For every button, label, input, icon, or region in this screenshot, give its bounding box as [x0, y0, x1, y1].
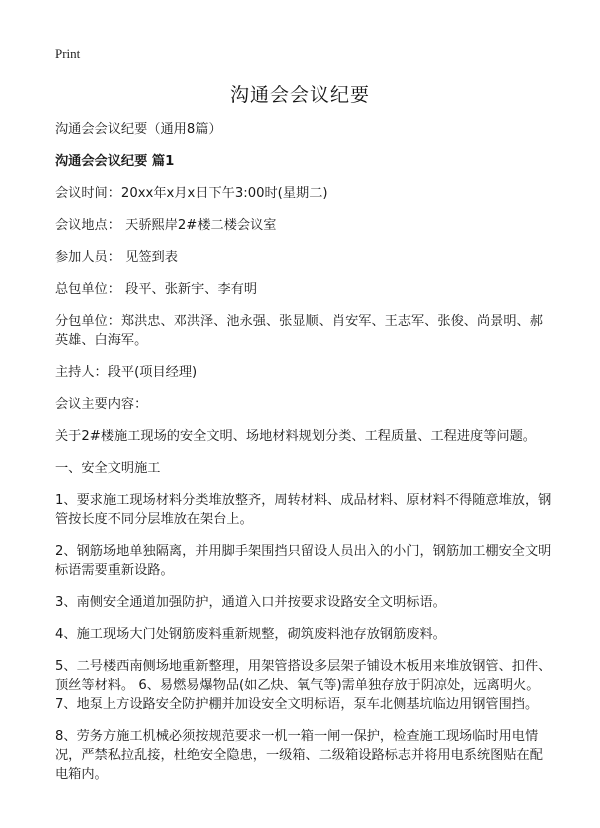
- main-content-label: 会议主要内容：: [55, 397, 148, 412]
- list-item: 3、南侧安全通道加强防护，通道入口并按要求设路安全文明标语。: [55, 595, 446, 610]
- meeting-location: 会议地点： 天骄熙岸2#楼二楼会议室: [55, 218, 277, 233]
- content-summary: 关于2#楼施工现场的安全文明、场地材料规划分类、工程质量、工程进度等问题。: [55, 429, 536, 444]
- list-item: 1、要求施工现场材料分类堆放整齐，周转材料、成品材料、原材料不得随意堆放，钢管按长度不同分层堆放在架台上。: [55, 493, 552, 527]
- section-heading: 沟通会会议纪要 篇1: [55, 154, 175, 169]
- attendees: 参加人员： 见签到表: [55, 250, 178, 265]
- print-label: Print: [55, 46, 81, 61]
- document-subtitle: 沟通会会议纪要（通用8篇）: [55, 122, 222, 137]
- general-contractor: 总包单位： 段平、张新宇、李有明: [55, 282, 258, 297]
- safety-heading: 一、安全文明施工: [55, 461, 161, 476]
- list-item: 4、施工现场大门处钢筋废料重新规整，砌筑废料池存放钢筋废料。: [55, 627, 446, 642]
- list-item: 2、钢筋场地单独隔离，并用脚手架围挡只留设人员出入的小门，钢筋加工棚安全文明标语需要重新设路。: [55, 544, 552, 578]
- meeting-time: 会议时间：20xx年x月x日下午3:00时(星期二): [55, 186, 328, 201]
- subcontractors: 分包单位：郑洪忠、邓洪泽、池永强、张显顺、肖安军、王志军、张俊、尚景明、郝英雄、白海军。: [55, 314, 543, 348]
- document-body: [55, 120, 555, 797]
- list-item: 8、劳务方施工机械必须按规范要求一机一箱一闸一保护，检查施工现场临时用电情况，严禁私拉乱接，杜绝安全隐患，一级箱、二级箱设路标志并将用电系统图贴在配电箱内。: [55, 729, 543, 782]
- document-title: 沟通会会议纪要: [229, 84, 370, 106]
- host: 主持人：段平(项目经理): [55, 365, 198, 380]
- list-item: 5、二号楼西南侧场地重新整理，用架管搭设多层架子铺设木板用来堆放钢管、扣件、顶丝等材料。 6、易燃易爆物品(如乙炔、氧气等)需单独存放于阴凉处，远离明火。 7、地泵上方设路安全防护棚并加设安全文明标语，泵车北侧基坑临边用钢管围挡。: [55, 659, 552, 712]
